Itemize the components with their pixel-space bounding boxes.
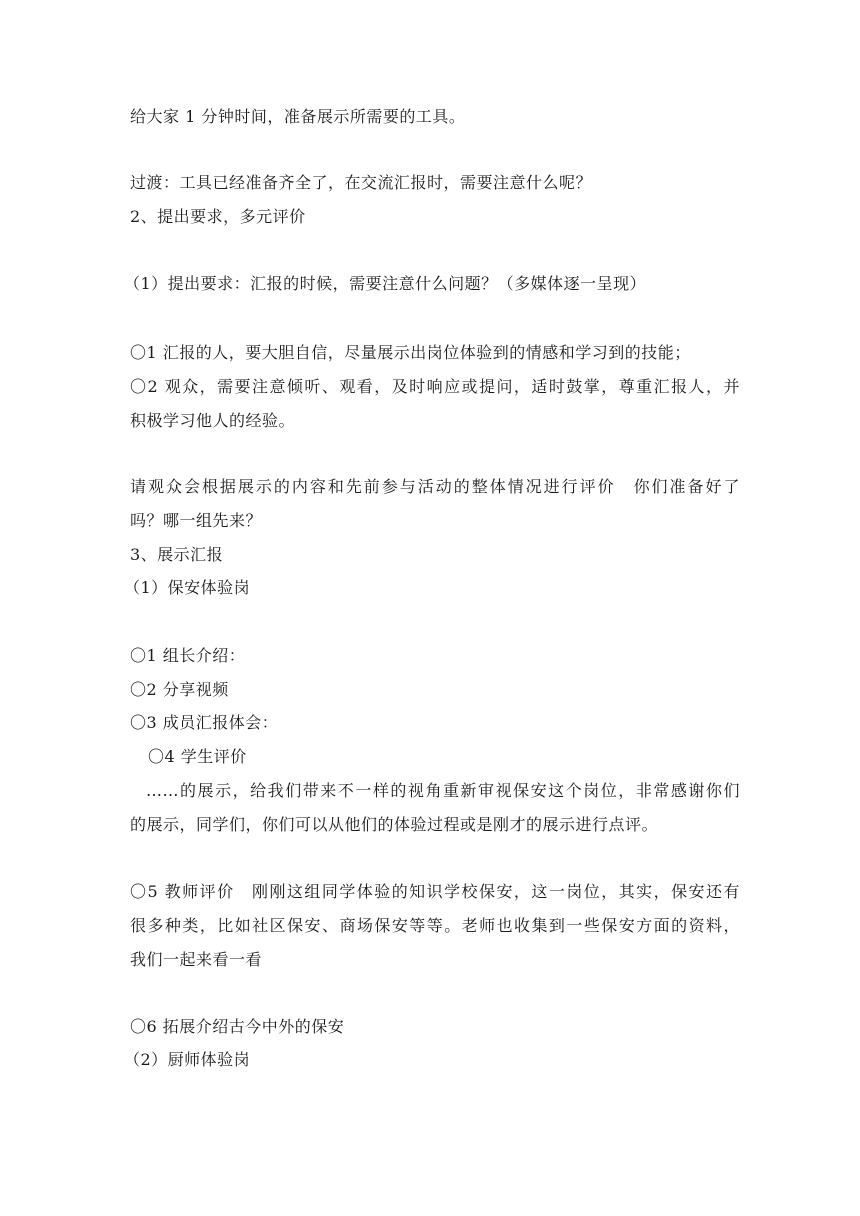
- text-line-requirements-question: （1）提出要求：汇报的时候，需要注意什么问题？（多媒体逐一呈现）: [124, 274, 647, 293]
- list-item-leader-intro: 〇1 组长介绍：: [130, 646, 246, 665]
- text-line-audience-continuation: 积极学习他人的经验。: [130, 411, 296, 430]
- text-line-tools-time: 给大家 1 分钟时间，准备展示所需要的工具。: [130, 107, 466, 126]
- text-line-thanks: ……的展示，给我们带来不一样的视角重新审视保安这个岗位，非常感谢你们: [146, 781, 740, 800]
- list-item-reporter: 〇1 汇报的人，要大胆自信，尽量展示出岗位体验到的情感和学习到的技能；: [130, 343, 691, 362]
- subheading-chef-post: （2）厨师体验岗: [124, 1050, 251, 1069]
- list-item-audience: 〇2 观众，需要注意倾听、观看，及时响应或提问，适时鼓掌，尊重汇报人，并: [130, 377, 740, 396]
- text-line-evaluation: 请观众会根据展示的内容和先前参与活动的整体情况进行评价 你们准备好了: [130, 477, 740, 496]
- list-item-member-report: 〇3 成员汇报体会：: [130, 713, 279, 732]
- list-item-student-evaluation: 〇4 学生评价: [148, 747, 247, 766]
- text-line-transition: 过渡：工具已经准备齐全了，在交流汇报时，需要注意什么呢？: [130, 173, 593, 192]
- list-item-expand-intro: 〇6 拓展介绍古今中外的保安: [130, 1017, 345, 1036]
- list-item-teacher-evaluation: 〇5 教师评价 刚刚这组同学体验的知识学校保安，这一岗位，其实，保安还有: [130, 882, 740, 901]
- text-line-look-together: 我们一起来看一看: [130, 950, 263, 969]
- text-line-comment: 的展示，同学们，你们可以从他们的体验过程或是刚才的展示进行点评。: [130, 815, 659, 834]
- heading-presentation: 3、展示汇报: [130, 545, 224, 564]
- text-line-security-types: 很多种类，比如社区保安、商场保安等等。老师也收集到一些保安方面的资料，: [130, 916, 740, 935]
- subheading-security-post: （1）保安体验岗: [124, 578, 251, 597]
- text-line-which-group: 吗？哪一组先来？: [130, 511, 263, 530]
- list-item-share-video: 〇2 分享视频: [130, 680, 229, 699]
- heading-requirements: 2、提出要求，多元评价: [130, 207, 306, 226]
